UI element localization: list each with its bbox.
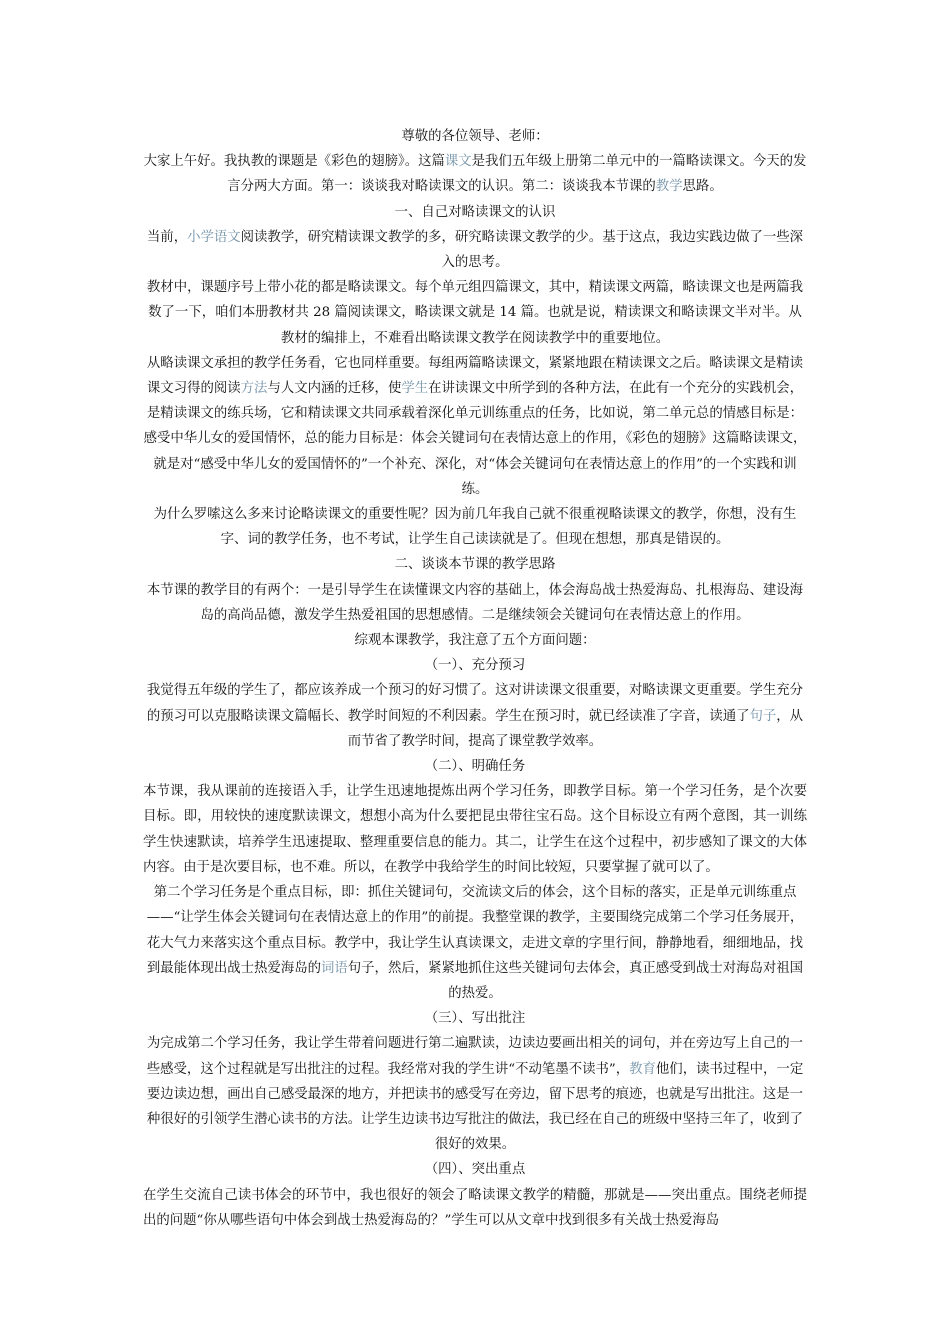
inline-link[interactable]: 教育	[629, 1061, 656, 1077]
paragraph-second-task	[143, 880, 807, 1006]
inline-link[interactable]: 学生	[401, 381, 429, 397]
text-run: 在讲读课文中所学到的各种方法，在此有一个充分的实践机会，是精读课文的练兵场，它和精读课文共同承载着深化单元训练重点的任务，比如说，第二单元总的情感目标是：感受中华儿女的爱国情怀，总的能力目标是：体会关键词句在表情达意上的作用，《彩色的翅膀》这篇略读课文，就是对“感受中华儿女的爱国情怀的”一个补充、深化，对“体会关键词句在表情达意上的作用”的一个实践和训练。	[143, 381, 807, 497]
subheading-annotation: （三）、写出批注	[424, 1011, 526, 1027]
text-run: 从略读课文承担的教学任务看，它也同样重要。每组两篇略读课文，紧紧地跟在精读课文之后。略读课文是精读课文习得的阅读	[146, 355, 804, 397]
inline-link[interactable]: 教学	[655, 179, 683, 195]
text-run: 句子，然后，紧紧地抓住这些关键词句去体会，真正感受到战士对海岛对祖国的热爱。	[347, 960, 804, 1001]
section-heading-1: 一、自己对略读课文的认识	[394, 204, 556, 220]
text-run: 本节课的教学目的有两个：一是引导学生在读懂课文内容的基础上，体会海岛战士热爱海岛、扎根海岛、建设海岛的高尚品德，激发学生热爱祖国的思想感情。二是继续领会关键词句在表情达意上的作用。	[146, 582, 804, 623]
text-run: 思路。	[682, 179, 723, 195]
text-run: 是我们五年级上册第二单元中的一篇略读课文。今天的发言分两大方面。第一：谈谈我对略读课文的认识。第二：谈谈我本节课的	[227, 154, 807, 195]
paragraph-annotation	[143, 1031, 807, 1157]
inline-link[interactable]: 句子	[749, 708, 777, 724]
inline-link[interactable]: 课文	[444, 154, 472, 170]
text-run: 为完成第二个学习任务，我让学生带着问题进行第二遍默读，边读边要画出相关的词句，并在旁边写上自己的一些感受，这个过程就是写出批注的过程。我经常对我的学生讲“不动笔墨不读书”，	[146, 1036, 804, 1077]
greeting: 尊敬的各位领导、老师：	[401, 129, 549, 144]
subheading-focus: （四）、突出重点	[424, 1162, 526, 1178]
paragraph-preview	[143, 678, 807, 754]
text-run: 大家上午好。我执教的课题是《彩色的翅膀》。这篇	[143, 154, 445, 170]
text-run: 他们，读书过程中，一定要边读边想，画出自己感受最深的地方，并把读书的感受写在旁边，留下思考的痕迹，也就是写出批注。这是一种很好的引领学生潜心读书的方法。让学生边读书边写批注的做法，我已经在自己的班级中坚持三年了，收到了很好的效果。	[146, 1061, 804, 1153]
text-run: ，从而节省了教学时间，提高了课堂教学效率。	[347, 708, 804, 749]
text-run: 第二个学习任务是个重点目标，即：抓住关键词句，交流读文后的体会，这个目标的落实，正是单元训练重点——“让学生体会关键词句在表情达意上的作用”的前提。我整堂课的教学，主要围绕完成第二个学习任务展开，花大气力来落实这个重点目标。教学中，我让学生认真读课文，走进文章的字里行间，静静地看，细细地品，找到最能体现出战士热爱海岛的	[146, 885, 804, 976]
text-run: 教材中，课题序号上带小花的都是略读课文。每个单元组四篇课文，其中，精读课文两篇，略读课文也是两篇我数了一下，咱们本册教材共 28 篇阅读课文，略读课文就是 14 篇。也就是说，精读课文和略读课文半对半。从教材的编排上，不难看出略读课文教学在阅读教学中的重要地位。	[146, 280, 804, 346]
paragraph-textbook	[143, 275, 807, 351]
subheading-tasks: （二）、明确任务	[424, 759, 526, 775]
section-heading-2: 二、谈谈本节课的教学思路	[394, 557, 556, 573]
text-run: 当前，	[146, 229, 188, 245]
paragraph-current-status	[143, 225, 807, 275]
inline-link[interactable]: 方法	[240, 381, 268, 397]
inline-link[interactable]: 词语	[321, 960, 348, 976]
document-page	[143, 124, 807, 1233]
paragraph-focus	[143, 1183, 807, 1233]
subheading-preview: （一）、充分预习	[424, 658, 526, 674]
text-run: 在学生交流自己读书体会的环节中，我也很好的领会了略读课文教学的精髓，那就是——突出重点。围绕老师提出的问题“你从哪些语句中体会到战士热爱海岛的？”学生可以从文章中找到很多有关战士热爱海岛	[143, 1187, 807, 1228]
paragraph-overview: 综观本课教学，我注意了五个方面问题：	[354, 633, 596, 649]
paragraph-teaching-goals	[143, 578, 807, 628]
paragraph-first-task	[143, 779, 807, 880]
text-run: 我觉得五年级的学生了，都应该养成一个预习的好习惯了。这对讲读课文很重要，对略读课文更重要。学生充分的预习可以克服略读课文篇幅长、教学时间短的不利因素。学生在预习时，就已经读准了字音，读通了	[146, 683, 804, 724]
paragraph-why-important	[143, 502, 807, 552]
paragraph-teaching-tasks	[143, 351, 807, 502]
text-run: 本节课，我从课前的连接语入手，让学生迅速地提炼出两个学习任务，即教学目标。第一个学习任务，是个次要目标。即，用较快的速度默读课文，想想小高为什么要把昆虫带往宝石岛。这个目标设立有两个意图，其一训练学生快速默读，培养学生迅速提取、整理重要信息的能力。其二，让学生在这个过程中，初步感知了课文的大体内容。由于是次要目标，也不难。所以，在教学中我给学生的时间比较短，只要掌握了就可以了。	[143, 784, 807, 875]
text-run: 阅读教学，研究精读课文教学的多，研究略读课文教学的少。基于这点，我边实践边做了一些深入的思考。	[240, 229, 804, 271]
text-run: 为什么罗嗦这么多来讨论略读课文的重要性呢？因为前几年我自己就不很重视略读课文的教学，你想，没有生字、词的教学任务，也不考试，让学生自己读读就是了。但现在想想，那真是错误的。	[153, 507, 797, 548]
intro-paragraph	[143, 149, 807, 199]
inline-link[interactable]: 小学语文	[187, 229, 241, 245]
text-run: 与人文内涵的迁移，使	[267, 381, 402, 397]
